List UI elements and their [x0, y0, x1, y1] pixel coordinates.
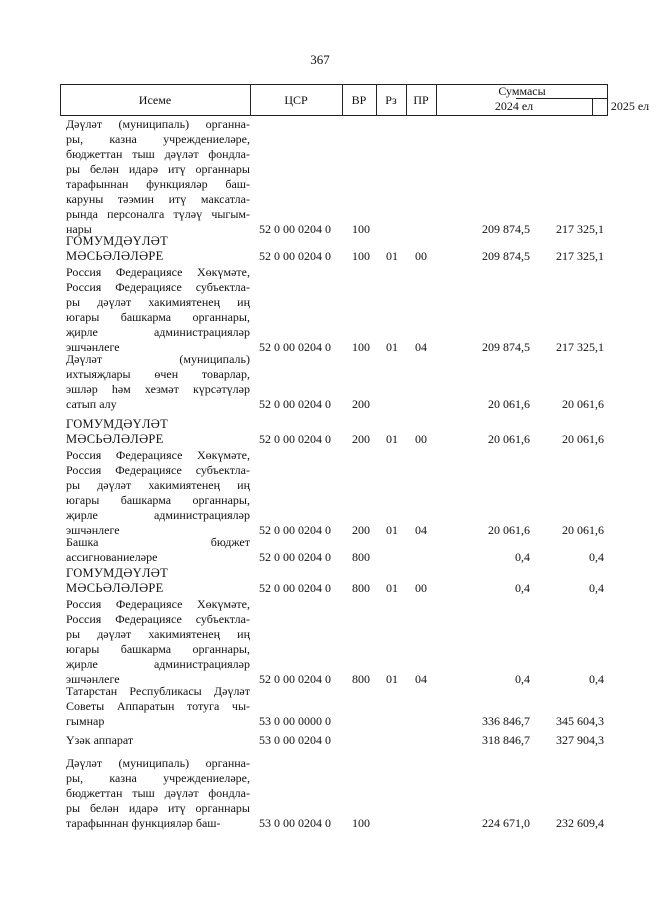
row-sum-2024: 224 671,0: [482, 816, 530, 830]
row-csr-code: 52 0 00 0204 0: [259, 340, 331, 354]
description-line: Башка бюджет: [66, 535, 250, 549]
description-line: ры, казна учреждениеләре,: [66, 771, 250, 785]
header-sums: Суммасы: [498, 84, 546, 98]
description-line: югары башкарма органнары,: [66, 493, 250, 507]
row-sum-2024: 0,4: [515, 672, 530, 686]
row-csr-code: 52 0 00 0204 0: [259, 523, 331, 537]
row-description: [66, 117, 250, 237]
row-description: [66, 234, 250, 264]
description-line: Россия Федерациясе Хөкүмәте,: [66, 597, 250, 611]
row-description: [66, 684, 250, 729]
row-csr-code: 52 0 00 0204 0: [259, 550, 331, 564]
row-pr-code: 00: [415, 249, 427, 263]
row-csr-code: 53 0 00 0000 0: [259, 714, 331, 728]
description-line: ГОМУМДӘҮЛӘТ: [66, 566, 169, 580]
row-description: [66, 352, 250, 412]
row-description: [66, 535, 250, 565]
row-pr-code: 00: [415, 432, 427, 446]
row-sum-2025: 20 061,6: [562, 523, 604, 537]
description-line: югары башкарма органнары,: [66, 310, 250, 324]
row-sum-2024: 209 874,5: [482, 249, 530, 263]
row-vr-code: 100: [352, 340, 370, 354]
row-vr-code: 100: [352, 222, 370, 236]
description-line: Россия Федерациясе субъектла-: [66, 463, 250, 477]
row-description: [66, 448, 250, 538]
row-rz-code: 01: [386, 340, 398, 354]
description-line: каруны тәэмин итү максатла-: [66, 192, 250, 206]
description-line: Дәүләт (муниципаль): [66, 352, 250, 366]
row-sum-2025: 327 904,3: [556, 733, 604, 747]
description-line: Татарстан Республикасы Дәүләт: [66, 684, 250, 698]
row-rz-code: 01: [386, 523, 398, 537]
row-vr-code: 200: [352, 432, 370, 446]
description-line: эшчәнлеге: [66, 340, 120, 354]
row-csr-code: 53 0 00 0204 0: [259, 733, 331, 747]
header-name: Исеме: [138, 93, 172, 107]
row-description: [66, 566, 250, 596]
description-line: бюджеттан тыш дәүләт фондла-: [66, 147, 250, 161]
row-sum-2025: 217 325,1: [556, 249, 604, 263]
row-sum-2025: 0,4: [589, 672, 604, 686]
row-description: [66, 265, 250, 355]
row-sum-2024: 20 061,6: [488, 432, 530, 446]
description-line: ГОМУМДӘҮЛӘТ: [66, 417, 169, 431]
row-csr-code: 52 0 00 0204 0: [259, 672, 331, 686]
row-rz-code: 01: [386, 432, 398, 446]
row-vr-code: 800: [352, 672, 370, 686]
description-line: МӘСЬӘЛӘЛӘРЕ: [66, 581, 164, 595]
header-year-2024: 2024 ел: [494, 99, 534, 113]
description-line: Россия Федерациясе субъектла-: [66, 280, 250, 294]
description-line: Үзәк аппарат: [66, 733, 134, 747]
row-rz-code: 01: [386, 249, 398, 263]
description-line: ассигнованиеләре: [66, 550, 158, 564]
description-line: ГОМУМДӘҮЛӘТ: [66, 234, 169, 248]
description-line: Советы Аппаратын тотуга чы-: [66, 699, 250, 713]
row-rz-code: 01: [386, 581, 398, 595]
row-vr-code: 200: [352, 523, 370, 537]
description-line: Россия Федерациясе Хөкүмәте,: [66, 448, 250, 462]
row-sum-2025: 0,4: [589, 550, 604, 564]
row-pr-code: 04: [415, 340, 427, 354]
description-line: ры белән идарә итү органнары: [66, 162, 250, 176]
description-line: рында персоналга түләү чыгым-: [66, 207, 250, 221]
row-description: [66, 756, 250, 831]
description-line: нары: [66, 222, 92, 236]
row-pr-code: 04: [415, 672, 427, 686]
header-csr: ЦСР: [284, 93, 308, 107]
description-line: тарафыннан функцияләр баш-: [66, 177, 250, 191]
description-line: тарафыннан функцияләр баш-: [66, 816, 221, 830]
description-line: гымнар: [66, 714, 105, 728]
row-sum-2025: 20 061,6: [562, 432, 604, 446]
description-line: МӘСЬӘЛӘЛӘРЕ: [66, 432, 164, 446]
row-csr-code: 52 0 00 0204 0: [259, 397, 331, 411]
description-line: эшчәнлеге: [66, 672, 120, 686]
row-vr-code: 100: [352, 249, 370, 263]
row-sum-2024: 209 874,5: [482, 340, 530, 354]
row-sum-2024: 209 874,5: [482, 222, 530, 236]
row-pr-code: 00: [415, 581, 427, 595]
row-vr-code: 800: [352, 550, 370, 564]
row-sum-2025: 217 325,1: [556, 222, 604, 236]
row-sum-2024: 0,4: [515, 550, 530, 564]
row-csr-code: 52 0 00 0204 0: [259, 249, 331, 263]
description-line: Россия Федерациясе субъектла-: [66, 612, 250, 626]
description-line: ры, казна учреждениеләре,: [66, 132, 250, 146]
row-description: [66, 597, 250, 687]
description-line: җирле администрацияләр: [66, 325, 250, 339]
description-line: югары башкарма органнары,: [66, 642, 250, 656]
page-number: 367: [310, 52, 330, 67]
description-line: ихтыяҗлары өчен товарлар,: [66, 367, 250, 381]
row-sum-2024: 20 061,6: [488, 523, 530, 537]
description-line: ры дәүләт хакимиятенең иң: [66, 295, 250, 309]
row-csr-code: 52 0 00 0204 0: [259, 432, 331, 446]
description-line: җирле администрацияләр: [66, 508, 250, 522]
row-sum-2024: 20 061,6: [488, 397, 530, 411]
row-vr-code: 200: [352, 397, 370, 411]
row-csr-code: 53 0 00 0204 0: [259, 816, 331, 830]
row-sum-2025: 232 609,4: [556, 816, 604, 830]
row-sum-2025: 0,4: [589, 581, 604, 595]
row-sum-2025: 345 604,3: [556, 714, 604, 728]
description-line: Россия Федерациясе Хөкүмәте,: [66, 265, 250, 279]
row-rz-code: 01: [386, 672, 398, 686]
description-line: ры дәүләт хакимиятенең иң: [66, 478, 250, 492]
row-vr-code: 100: [352, 816, 370, 830]
description-line: сатып алу: [66, 397, 117, 411]
row-csr-code: 52 0 00 0204 0: [259, 222, 331, 236]
header-rz: Рз: [385, 93, 397, 107]
description-line: ры дәүләт хакимиятенең иң: [66, 627, 250, 641]
description-line: МӘСЬӘЛӘЛӘРЕ: [66, 249, 164, 263]
row-csr-code: 52 0 00 0204 0: [259, 581, 331, 595]
row-sum-2025: 217 325,1: [556, 340, 604, 354]
header-year-2025: 2025 ел: [610, 99, 650, 113]
row-sum-2025: 20 061,6: [562, 397, 604, 411]
row-sum-2024: 318 846,7: [482, 733, 530, 747]
description-line: бюджеттан тыш дәүләт фондла-: [66, 786, 250, 800]
description-line: Дәүләт (муниципаль) органна-: [66, 117, 250, 131]
row-description: [66, 733, 250, 748]
header-vr: ВР: [351, 93, 367, 107]
description-line: җирле администрацияләр: [66, 657, 250, 671]
row-description: [66, 417, 250, 447]
description-line: эшчәнлеге: [66, 523, 120, 537]
description-line: ры белән идарә итү органнары: [66, 801, 250, 815]
description-line: эшләр һәм хезмәт күрсәтүләр: [66, 382, 250, 396]
row-sum-2024: 0,4: [515, 581, 530, 595]
row-pr-code: 04: [415, 523, 427, 537]
description-line: Дәүләт (муниципаль) органна-: [66, 756, 250, 770]
header-pr: ПР: [413, 93, 429, 107]
row-vr-code: 800: [352, 581, 370, 595]
row-sum-2024: 336 846,7: [482, 714, 530, 728]
